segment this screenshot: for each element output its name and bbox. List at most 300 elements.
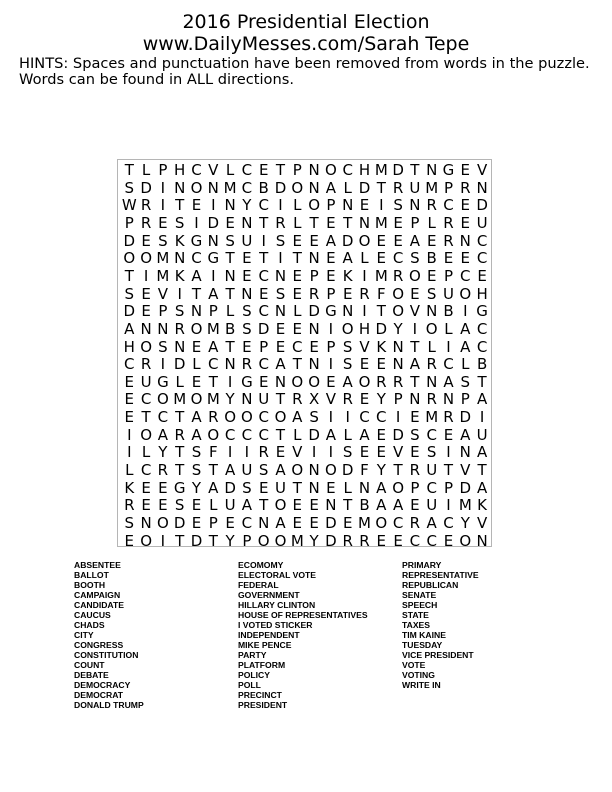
- grid-letter: R: [426, 196, 437, 215]
- grid-letter: P: [158, 302, 168, 321]
- grid-letter: K: [342, 266, 353, 285]
- grid-letter: H: [358, 319, 371, 338]
- grid-row: [118, 480, 491, 498]
- grid-row: [118, 427, 491, 445]
- grid-letter: I: [261, 231, 266, 250]
- grid-letter: E: [460, 161, 471, 179]
- word-list-item: INDEPENDENT: [238, 630, 300, 640]
- grid-letter: M: [374, 213, 388, 232]
- grid-letter: O: [190, 319, 203, 338]
- grid-letter: N: [308, 319, 320, 338]
- grid-letter: D: [173, 355, 186, 374]
- grid-letter: V: [292, 443, 303, 462]
- grid-letter: Y: [460, 514, 470, 532]
- grid-letter: S: [174, 496, 185, 515]
- grid-letter: C: [476, 319, 488, 338]
- grid-letter: R: [140, 196, 152, 215]
- grid-letter: I: [227, 372, 233, 391]
- grid-letter: M: [223, 178, 237, 197]
- grid-letter: C: [191, 249, 202, 268]
- grid-letter: C: [241, 161, 253, 179]
- word-list-item: VOTE: [402, 660, 426, 670]
- grid-letter: C: [476, 231, 488, 250]
- grid-letter: G: [241, 372, 253, 391]
- grid-letter: N: [207, 231, 219, 250]
- grid-letter: R: [460, 178, 471, 197]
- grid-letter: T: [175, 196, 185, 215]
- grid-letter: G: [157, 372, 169, 391]
- word-list-item: PRECINCT: [238, 690, 282, 700]
- grid-letter: N: [174, 337, 186, 356]
- grid-letter: I: [311, 443, 317, 462]
- word-list-column-1: [74, 560, 144, 710]
- grid-letter: S: [158, 337, 168, 356]
- grid-letter: A: [476, 478, 488, 497]
- grid-letter: D: [375, 319, 388, 338]
- grid-letter: O: [190, 178, 203, 197]
- grid-letter: T: [292, 355, 302, 374]
- grid-letter: S: [460, 372, 471, 391]
- grid-letter: M: [173, 390, 187, 409]
- word-list-item: DEMOCRAT: [74, 690, 124, 700]
- grid-letter: Y: [309, 531, 319, 550]
- grid-letter: E: [359, 443, 370, 462]
- grid-letter: S: [393, 196, 403, 215]
- grid-letter: E: [258, 372, 269, 391]
- grid-letter: O: [291, 178, 304, 197]
- grid-letter: E: [359, 390, 370, 409]
- grid-letter: L: [225, 302, 235, 321]
- grid-letter: A: [224, 461, 236, 480]
- grid-row: [118, 215, 491, 233]
- grid-letter: D: [308, 425, 320, 444]
- grid-letter: E: [124, 531, 135, 550]
- grid-letter: C: [224, 425, 236, 444]
- grid-letter: R: [426, 390, 437, 409]
- grid-row: [118, 180, 491, 198]
- grid-letter: I: [127, 425, 132, 444]
- grid-letter: A: [376, 496, 387, 515]
- grid-letter: C: [140, 390, 152, 409]
- grid-letter: T: [175, 443, 185, 462]
- grid-letter: M: [290, 531, 304, 550]
- grid-letter: I: [160, 531, 166, 550]
- grid-letter: E: [158, 478, 168, 497]
- grid-letter: T: [259, 249, 269, 268]
- grid-letter: T: [225, 337, 235, 356]
- grid-letter: N: [174, 178, 186, 197]
- grid-letter: E: [275, 337, 286, 356]
- grid-letter: O: [274, 408, 287, 427]
- grid-letter: O: [425, 319, 438, 338]
- word-search-grid: [117, 159, 492, 550]
- grid-letter: E: [326, 249, 336, 268]
- word-list-item: CHADS: [74, 620, 105, 630]
- grid-letter: E: [292, 266, 303, 285]
- grid-letter: D: [459, 408, 472, 427]
- grid-letter: P: [208, 514, 218, 532]
- grid-letter: E: [309, 337, 319, 356]
- grid-letter: L: [293, 302, 302, 321]
- grid-letter: O: [224, 408, 236, 427]
- grid-letter: A: [359, 425, 370, 444]
- grid-letter: T: [124, 266, 134, 285]
- grid-letter: C: [124, 355, 135, 374]
- grid-letter: A: [325, 178, 337, 197]
- grid-letter: S: [426, 443, 437, 462]
- grid-letter: V: [208, 161, 219, 179]
- grid-letter: L: [427, 337, 436, 356]
- grid-letter: T: [191, 284, 202, 303]
- grid-letter: K: [376, 337, 387, 356]
- grid-letter: E: [393, 531, 403, 550]
- grid-letter: C: [258, 408, 269, 427]
- grid-letter: O: [341, 319, 354, 338]
- grid-letter: P: [443, 266, 453, 285]
- grid-letter: V: [359, 337, 370, 356]
- grid-letter: N: [224, 355, 236, 374]
- grid-letter: N: [476, 178, 488, 197]
- grid-letter: C: [241, 514, 253, 532]
- word-list-item: WRITE IN: [402, 680, 441, 690]
- grid-letter: N: [174, 249, 186, 268]
- grid-letter: N: [157, 319, 169, 338]
- grid-letter: A: [325, 425, 337, 444]
- word-list-item: REPRESENTATIVE: [402, 570, 479, 580]
- grid-letter: T: [225, 249, 235, 268]
- grid-letter: T: [477, 372, 487, 391]
- grid-letter: V: [392, 443, 404, 462]
- grid-letter: G: [325, 302, 337, 321]
- grid-letter: N: [442, 390, 455, 409]
- grid-letter: E: [326, 266, 336, 285]
- grid-letter: V: [476, 514, 488, 532]
- grid-letter: C: [208, 355, 219, 374]
- grid-letter: A: [325, 231, 337, 250]
- grid-row: [118, 356, 491, 374]
- grid-row: [118, 268, 491, 286]
- grid-letter: O: [257, 531, 270, 550]
- grid-letter: E: [376, 443, 387, 462]
- grid-letter: C: [426, 531, 437, 550]
- grid-letter: O: [459, 531, 472, 550]
- grid-letter: O: [459, 284, 472, 303]
- grid-letter: S: [242, 302, 252, 321]
- grid-letter: A: [392, 496, 404, 515]
- grid-letter: I: [278, 196, 283, 215]
- word-list-item: TAXES: [402, 620, 431, 630]
- grid-letter: M: [374, 266, 388, 285]
- grid-letter: E: [443, 531, 454, 550]
- grid-letter: O: [123, 249, 136, 268]
- grid-letter: V: [476, 161, 488, 179]
- grid-letter: E: [141, 496, 151, 515]
- grid-letter: G: [207, 249, 220, 268]
- grid-letter: A: [443, 372, 454, 391]
- grid-letter: T: [376, 302, 386, 321]
- grid-letter: O: [140, 249, 152, 268]
- grid-letter: I: [278, 249, 283, 268]
- grid-letter: O: [274, 496, 287, 515]
- grid-letter: S: [242, 319, 252, 338]
- grid-letter: D: [392, 161, 404, 179]
- grid-letter: N: [224, 196, 236, 215]
- word-list-item: COUNT: [74, 660, 105, 670]
- grid-letter: R: [174, 319, 185, 338]
- grid-letter: D: [358, 178, 371, 197]
- grid-letter: P: [410, 478, 420, 497]
- grid-letter: D: [190, 531, 203, 550]
- grid-letter: T: [309, 213, 319, 232]
- grid-letter: C: [426, 425, 437, 444]
- word-list-item: PARTY: [238, 650, 267, 660]
- grid-letter: S: [410, 249, 420, 268]
- grid-letter: L: [175, 372, 184, 391]
- grid-letter: I: [328, 319, 334, 338]
- grid-letter: R: [443, 231, 454, 250]
- grid-letter: E: [393, 231, 403, 250]
- grid-letter: E: [309, 496, 319, 515]
- grid-letter: E: [292, 231, 303, 250]
- grid-letter: R: [275, 213, 286, 232]
- grid-letter: B: [224, 319, 236, 338]
- grid-letter: E: [141, 284, 151, 303]
- grid-letter: I: [194, 213, 199, 232]
- grid-letter: N: [140, 319, 152, 338]
- grid-letter: N: [274, 372, 287, 391]
- word-list-item: POLL: [238, 680, 261, 690]
- word-list-item: CONGRESS: [74, 640, 124, 650]
- grid-letter: C: [376, 408, 387, 427]
- grid-letter: P: [410, 213, 420, 232]
- grid-letter: P: [326, 196, 336, 215]
- grid-row: [118, 286, 491, 304]
- word-list-item: PRESIDENT: [238, 700, 288, 710]
- grid-letter: O: [324, 461, 337, 480]
- word-list-item: CONSTITUTION: [74, 650, 139, 660]
- word-list-item: TIM KAINE: [402, 630, 446, 640]
- grid-letter: R: [342, 531, 353, 550]
- page-title: 2016 Presidential Election: [182, 11, 430, 33]
- grid-letter: E: [309, 514, 319, 532]
- grid-letter: T: [477, 461, 487, 480]
- grid-letter: A: [376, 478, 387, 497]
- grid-letter: E: [242, 337, 252, 356]
- grid-row: [118, 321, 491, 339]
- word-list-item: ECOMOMY: [238, 560, 284, 570]
- grid-letter: A: [342, 372, 353, 391]
- word-list-item: GOVERNMENT: [238, 590, 300, 600]
- grid-letter: N: [358, 478, 371, 497]
- grid-letter: S: [275, 231, 286, 250]
- grid-letter: E: [309, 231, 319, 250]
- grid-letter: N: [325, 496, 337, 515]
- grid-letter: E: [326, 372, 336, 391]
- grid-letter: C: [460, 266, 471, 285]
- grid-row: [118, 409, 491, 427]
- grid-letter: W: [121, 196, 137, 215]
- grid-letter: C: [409, 531, 421, 550]
- word-list-item: SPEECH: [402, 600, 438, 610]
- grid-letter: E: [376, 531, 387, 550]
- grid-letter: G: [442, 161, 455, 179]
- word-list-item: BOOTH: [74, 580, 106, 590]
- grid-letter: E: [158, 213, 168, 232]
- word-list-item: FEDERAL: [238, 580, 279, 590]
- grid-letter: A: [292, 408, 303, 427]
- word-list-item: HOUSE OF REPRESENTATIVES: [238, 610, 368, 620]
- grid-letter: N: [409, 390, 421, 409]
- grid-letter: E: [460, 213, 471, 232]
- grid-letter: E: [191, 196, 202, 215]
- grid-letter: A: [157, 425, 169, 444]
- grid-letter: H: [358, 161, 371, 179]
- grid-letter: U: [140, 372, 152, 391]
- grid-letter: L: [444, 319, 453, 338]
- grid-letter: T: [175, 408, 185, 427]
- grid-letter: S: [275, 284, 286, 303]
- grid-letter: R: [308, 284, 320, 303]
- grid-letter: E: [242, 249, 252, 268]
- grid-row: [118, 533, 491, 551]
- grid-letter: N: [274, 266, 287, 285]
- grid-letter: A: [124, 319, 135, 338]
- grid-letter: I: [395, 408, 401, 427]
- grid-letter: E: [376, 231, 387, 250]
- grid-letter: N: [426, 161, 438, 179]
- grid-letter: I: [328, 443, 334, 462]
- word-list-item: CAMPAIGN: [74, 590, 121, 600]
- grid-letter: K: [174, 231, 185, 250]
- grid-letter: S: [342, 355, 353, 374]
- grid-letter: N: [207, 178, 219, 197]
- grid-letter: D: [341, 231, 354, 250]
- word-list-item: POLICY: [238, 670, 270, 680]
- grid-letter: N: [140, 514, 152, 532]
- grid-letter: R: [392, 372, 404, 391]
- grid-letter: R: [342, 390, 353, 409]
- grid-letter: S: [174, 302, 185, 321]
- grid-letter: D: [341, 461, 354, 480]
- grid-letter: N: [308, 161, 320, 179]
- grid-letter: M: [458, 496, 472, 515]
- word-list-item: PLATFORM: [238, 660, 286, 670]
- grid-letter: N: [342, 302, 354, 321]
- grid-letter: Y: [191, 478, 202, 497]
- grid-letter: C: [443, 514, 454, 532]
- grid-letter: A: [191, 408, 202, 427]
- grid-letter: P: [242, 531, 252, 550]
- grid-letter: H: [123, 337, 135, 356]
- grid-letter: T: [208, 372, 218, 391]
- grid-letter: N: [392, 355, 404, 374]
- grid-letter: X: [308, 390, 320, 409]
- grid-letter: R: [359, 531, 370, 550]
- grid-letter: C: [241, 425, 253, 444]
- grid-letter: D: [123, 231, 136, 250]
- grid-letter: I: [446, 337, 451, 356]
- grid-letter: E: [191, 337, 202, 356]
- grid-letter: U: [426, 496, 438, 515]
- grid-letter: C: [359, 408, 370, 427]
- word-list-item: DONALD TRUMP: [74, 700, 144, 710]
- grid-letter: T: [275, 425, 286, 444]
- word-list-item: BALLOT: [74, 570, 109, 580]
- grid-letter: E: [410, 284, 420, 303]
- word-list-item: HILLARY CLINTON: [238, 600, 316, 610]
- grid-letter: L: [343, 478, 352, 497]
- grid-letter: O: [291, 372, 304, 391]
- grid-letter: U: [258, 390, 270, 409]
- grid-letter: L: [343, 425, 352, 444]
- grid-letter: E: [376, 425, 387, 444]
- grid-letter: E: [124, 372, 135, 391]
- word-list-item: STATE: [402, 610, 429, 620]
- page-subtitle: www.DailyMesses.com/Sarah Tepe: [142, 33, 470, 55]
- grid-letter: A: [208, 337, 219, 356]
- grid-letter: M: [425, 178, 439, 197]
- grid-letter: C: [258, 196, 269, 215]
- grid-letter: A: [208, 284, 219, 303]
- grid-letter: Y: [376, 461, 386, 480]
- grid-letter: N: [190, 302, 203, 321]
- grid-letter: Y: [225, 531, 235, 550]
- grid-letter: I: [362, 266, 367, 285]
- grid-letter: M: [206, 319, 220, 338]
- word-list-item: CANDIDATE: [74, 600, 124, 610]
- grid-letter: E: [124, 408, 135, 427]
- grid-letter: A: [460, 425, 471, 444]
- grid-letter: C: [258, 302, 269, 321]
- grid-letter: E: [225, 213, 235, 232]
- grid-letter: P: [158, 161, 168, 179]
- grid-letter: N: [476, 531, 488, 550]
- grid-letter: D: [257, 319, 270, 338]
- grid-letter: I: [328, 408, 334, 427]
- grid-letter: R: [426, 355, 437, 374]
- grid-letter: O: [358, 372, 371, 391]
- grid-row: [118, 391, 491, 409]
- grid-letter: A: [476, 390, 488, 409]
- grid-letter: O: [140, 531, 152, 550]
- grid-letter: E: [477, 266, 487, 285]
- grid-letter: A: [476, 443, 488, 462]
- grid-letter: N: [241, 284, 253, 303]
- grid-letter: S: [309, 408, 319, 427]
- grid-letter: E: [393, 213, 403, 232]
- grid-letter: I: [211, 196, 216, 215]
- grid-letter: H: [174, 161, 186, 179]
- grid-letter: R: [443, 408, 454, 427]
- grid-letter: E: [326, 213, 336, 232]
- grid-letter: P: [443, 478, 453, 497]
- grid-letter: B: [476, 355, 488, 374]
- grid-letter: M: [425, 408, 439, 427]
- grid-letter: R: [140, 355, 152, 374]
- grid-letter: Y: [393, 319, 403, 338]
- grid-letter: N: [426, 302, 438, 321]
- grid-letter: M: [358, 514, 371, 532]
- grid-letter: C: [241, 178, 253, 197]
- grid-letter: M: [374, 161, 388, 179]
- grid-letter: F: [208, 443, 218, 462]
- grid-letter: S: [242, 478, 252, 497]
- grid-letter: I: [328, 355, 334, 374]
- grid-letter: R: [409, 514, 421, 532]
- grid-letter: T: [208, 531, 218, 550]
- grid-row: [118, 162, 491, 180]
- grid-row: [118, 339, 491, 357]
